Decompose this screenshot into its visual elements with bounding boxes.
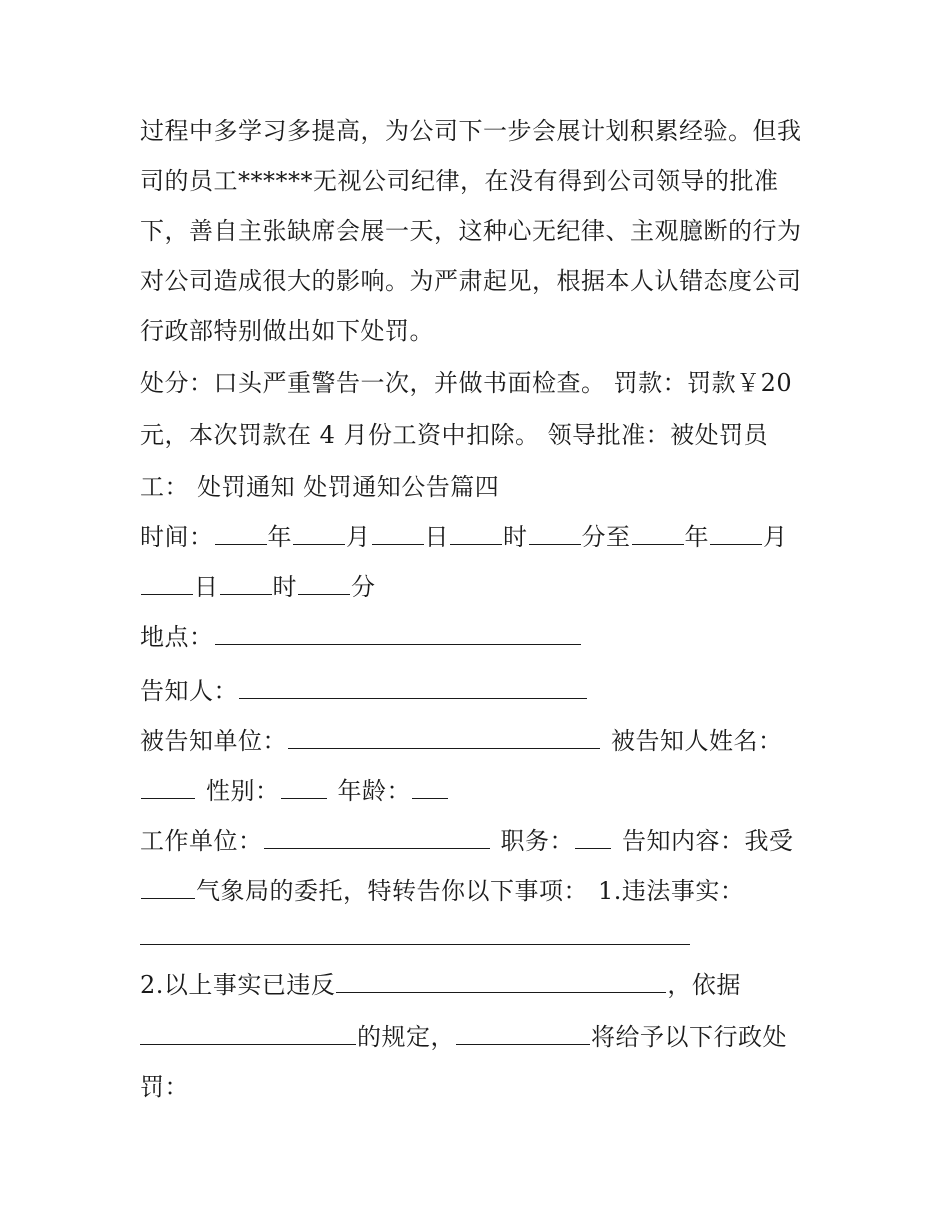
paragraph-line: 过程中多学习多提高，为公司下一步会展计划积累经验。但我 <box>140 117 802 145</box>
place-blank[interactable] <box>215 622 581 645</box>
hour-blank[interactable] <box>450 522 502 545</box>
bureau-blank[interactable] <box>141 876 195 899</box>
item1-label: 1.违法事实： <box>598 877 745 905</box>
time-row-1 <box>140 522 788 552</box>
gender-label: 性别： <box>206 777 280 805</box>
basis-text: ，依据 <box>667 971 741 999</box>
end-hour-label: 时 <box>272 573 297 601</box>
paragraph-line: 处分：口头严重警告一次，并做书面检查。 罚款：罚款￥20 <box>140 369 793 397</box>
time-row-2 <box>140 572 376 602</box>
regulation-text: 的规定， <box>357 1023 455 1051</box>
penalty-end-row: 罚： <box>140 1073 189 1101</box>
age-label: 年龄： <box>337 777 411 805</box>
day-label: 日 <box>424 523 449 551</box>
end-year-blank[interactable] <box>632 522 684 545</box>
notified-name-label: 被告知人姓名： <box>611 727 783 755</box>
age-blank[interactable] <box>412 776 448 799</box>
end-month-label: 月 <box>763 523 788 551</box>
end-minute-label: 分 <box>351 573 376 601</box>
month-label: 月 <box>346 523 371 551</box>
end-day-blank[interactable] <box>141 572 193 595</box>
notifier-row <box>140 676 588 706</box>
gender-blank[interactable] <box>281 776 327 799</box>
name-gender-age-row <box>140 776 449 806</box>
penalty-text: 将给予以下行政处 <box>591 1023 787 1051</box>
end-hour-blank[interactable] <box>220 572 272 595</box>
notified-unit-blank[interactable] <box>288 726 600 749</box>
notified-name-blank[interactable] <box>141 776 195 799</box>
year-label: 年 <box>267 523 292 551</box>
notified-unit-label: 被告知单位： <box>140 727 287 755</box>
end-minute-blank[interactable] <box>298 572 350 595</box>
end-year-label: 年 <box>684 523 709 551</box>
minute-to-label: 分至 <box>581 523 631 551</box>
position-label: 职务： <box>500 827 574 855</box>
work-unit-label: 工作单位： <box>140 827 263 855</box>
authority-blank[interactable] <box>456 1022 590 1045</box>
violation-facts-row <box>140 922 690 952</box>
paragraph-line: 对公司造成很大的影响。为严肃起见，根据本人认错态度公司 <box>140 267 802 295</box>
day-blank[interactable] <box>372 522 424 545</box>
regulation-blank[interactable] <box>140 1022 356 1045</box>
section-heading-line: 工： 处罚通知 处罚通知公告篇四 <box>140 473 500 501</box>
place-label: 地点： <box>140 623 214 651</box>
month-blank[interactable] <box>293 522 345 545</box>
place-row <box>140 622 582 652</box>
paragraph-line: 行政部特别做出如下处罚。 <box>140 317 434 345</box>
paragraph-line: 元，本次罚款在 4 月份工资中扣除。 领导批准：被处罚员 <box>140 421 769 449</box>
bureau-row <box>140 876 744 906</box>
paragraph-line: 司的员工******无视公司纪律，在没有得到公司领导的批准 <box>140 167 779 195</box>
notifier-blank[interactable] <box>239 676 587 699</box>
minute-blank[interactable] <box>529 522 581 545</box>
content-label: 告知内容：我受 <box>622 827 794 855</box>
time-label: 时间： <box>140 523 214 551</box>
position-blank[interactable] <box>575 826 611 849</box>
year-blank[interactable] <box>215 522 267 545</box>
item2-row <box>140 970 741 1000</box>
regulation-row <box>140 1022 787 1052</box>
end-month-blank[interactable] <box>710 522 762 545</box>
item2-text: 2.以上事实已违反 <box>140 971 336 999</box>
paragraph-line: 下，善自主张缺席会展一天，这种心无纪律、主观臆断的行为 <box>140 217 802 245</box>
end-day-label: 日 <box>194 573 219 601</box>
work-unit-blank[interactable] <box>264 826 490 849</box>
notifier-label: 告知人： <box>140 677 238 705</box>
violated-rule-blank[interactable] <box>336 970 666 993</box>
violation-facts-blank[interactable] <box>140 922 690 945</box>
work-unit-row <box>140 826 794 856</box>
notified-unit-row <box>140 726 783 756</box>
bureau-text: 气象局的委托，特转告你以下事项： <box>196 877 588 905</box>
hour-label: 时 <box>503 523 528 551</box>
